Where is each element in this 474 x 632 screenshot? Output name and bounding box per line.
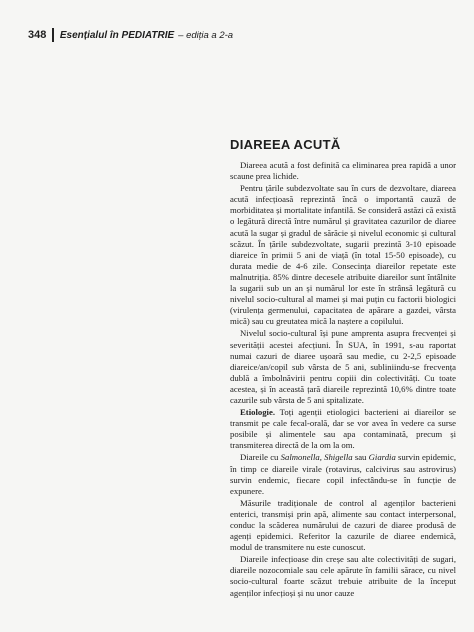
- pathogen-giardia: Giardia: [368, 452, 396, 463]
- pathogen-names: Salmonella, Shigella: [280, 452, 353, 463]
- etiology-heading: Etiologie.: [240, 407, 275, 418]
- paragraph-definition: Diareea acută a fost definită ca eliminarea prea rapidă a unor scaune prea lichide.: [230, 160, 456, 182]
- paragraph-etiology: Etiologie. Toți agenții etiologici bacterieni ai diareilor se transmit pe cale fecal-orală, dar se vor avea în vedere ca surse posibile și alimentele sau apa contaminată, precum și transmiterea directă de la om la om.: [230, 407, 456, 451]
- paragraph-socio-cultural: Nivelul socio-cultural își pune amprenta asupra frecvenței și severității acestei afecțiuni. În SUA, în 1991, s-au raportat numai cazuri de diaree ușoară sau medie, cu 2-2,5 episoade diareice/an/copil sub vârsta de 5 ani, subliniindu-se frecvența dublă a îmbolnăvirii pentru copiii din colectivități. Cu toate acestea, și în această țară diareile reprezintă 10,6% dintre toate cazurile sub vârsta de 5 ani spitalizate.: [230, 328, 456, 405]
- running-header: [28, 26, 458, 44]
- paragraph-control-measures: Măsurile tradiționale de control al agenților bacterieni enterici, transmiși prin apă, alimente sau contact interpersonal, conduc la scăderea numărului de cazuri de diaree produsă de agenți epidemici. Referitor la cazurile de diaree endemică, modul de transmitere nu este cunoscut.: [230, 497, 456, 553]
- book-title: Esențialul în PEDIATRIE: [59, 29, 175, 41]
- edition-label: – ediția a 2-a: [178, 29, 234, 41]
- paragraph-pathogens: Diareile cu Salmonella, Shigella sau Giardia survin epidemic, în timp ce diareile virale (rotavirus, calcivirus sau astrovirus) survin endemic, fiecare copil infectându-se în funcție de expunere.: [230, 452, 457, 496]
- section-title: DIAREEA ACUTĂ: [230, 137, 341, 152]
- paragraph-nosocomial: Diareile infecțioase din creșe sau alte colectivități de sugari, diareile nozocomiale sau cele apărute în familii sărace, cu nivel socio-cultural foarte scăzut trebuie atribuite de la început agenților infecțioși și nu unor cauze: [230, 554, 456, 598]
- header-divider: [52, 28, 54, 42]
- paragraph-epidemiology: Pentru țările subdezvoltate sau în curs de dezvoltare, diareea acută infecțioasă reprezintă încă o importantă cauză de morbiditatea și mortalitate infantilă. Se consideră astăzi că există o legătură directă între numărul și gravitatea cazurilor de diaree acută la sugar și gradul de sărăcie și nivelul economic și cultural scăzut. În țările subdezvoltate, sugarii prezintă 3-10 episoade diareice în primii 5 ani de viață (în total 15-50 episoade), cu durata medie de 4-6 zile. Consecința diareilor repetate este malnutriția. 85% dintre decesele atribuite diareilor sunt întâlnite la sugarii sub un an și numărul lor este în strânsă legătură cu nivelul socio-cultural al mamei și mai puțin cu factorii biologici (virulența germenului, capacitatea de apărare a gazdei, vârsta mică) sau cu greutatea mică la naștere a copilului.: [230, 183, 456, 327]
- body-text: [230, 160, 456, 600]
- page-number: 348: [28, 29, 47, 41]
